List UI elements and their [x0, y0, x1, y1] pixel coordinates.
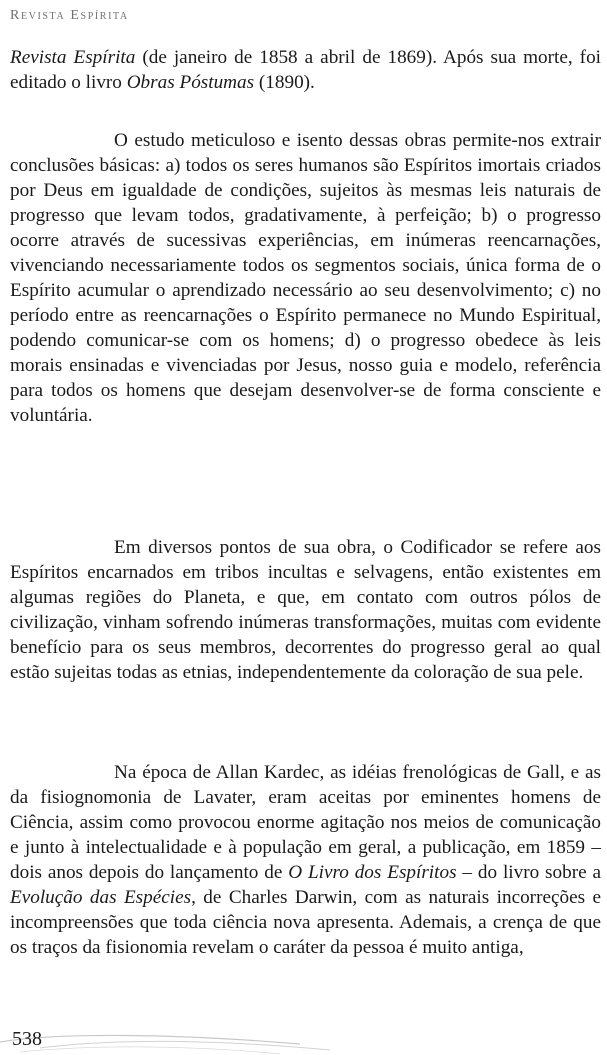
italic-title: Obras Póstumas: [126, 72, 255, 93]
paragraph-3: [10, 535, 601, 685]
paragraph-4: [10, 760, 601, 960]
paragraph-2: [10, 128, 601, 428]
text-run: (1890).: [254, 72, 315, 93]
running-head: Revista Espírita: [10, 8, 129, 23]
text-run: O estudo meticuloso e isento dessas obras permite-nos extrair conclusões básicas: a) todos os seres humanos são Espíritos imortais criados por Deus em igualdade de condições, sujeitos às mesmas leis naturais de progresso que levam todos, gradativamente, à perfeição; b) o progresso ocorre através de sucessivas experiências, em inúmeras reencarnações, vivenciando necessariamente todos os segmentos sociais, única forma de o Espírito acumular o aprendizado necessário ao seu desenvolvimento; c) no período entre as reencarnações o Espírito permanece no Mundo Espiritual, podendo comunicar-se com os homens; d) o progresso obedece às leis morais ensinadas e vivenciadas por Jesus, nosso guia e modelo, referência para todos os homens que desejam desenvolver-se de forma consciente e voluntária.: [10, 130, 601, 426]
text-run: Na época de Allan Kardec, as idéias frenológicas de Gall, e as da fisiognomonia de Lavater, eram aceitas por eminentes homens de Ciência, assim como provocou enorme agitação nos meios de comunicação e junto à intelectualidade e à população em geral, a publicação, em 1859 – dois anos depois do lançamento de: [10, 762, 601, 883]
decorative-swoosh: [0, 1030, 607, 1055]
italic-title: Revista Espírita: [10, 47, 136, 68]
text-run: (de janeiro de 1858 a abril de 1869). Após sua morte, foi editado o livro: [10, 47, 601, 93]
page-number: 538: [12, 1028, 42, 1050]
text-run: Em diversos pontos de sua obra, o Codificador se refere aos Espíritos encarnados em tribos incultas e selvagens, então existentes em algumas regiões do Planeta, e que, em contato com outros pólos de civilização, vinham sofrendo inúmeras transformações, muitas com evidente benefício para os seus membros, decorrentes do progresso geral ao qual estão sujeitas todas as etnias, independentemente da coloração de sua pele.: [10, 537, 601, 683]
text-run: – do livro sobre a: [456, 862, 602, 883]
paragraph-1: [10, 45, 601, 95]
text-run: , de Charles Darwin, com as naturais incorreções e incompreensões que toda ciência nova apresenta. Ademais, a crença de que os traços da fisionomia revelam o caráter da pessoa é muito antiga,: [10, 887, 601, 958]
italic-title: O Livro dos Espíritos: [288, 862, 457, 883]
italic-title: Evolução das Espécies: [10, 887, 192, 908]
